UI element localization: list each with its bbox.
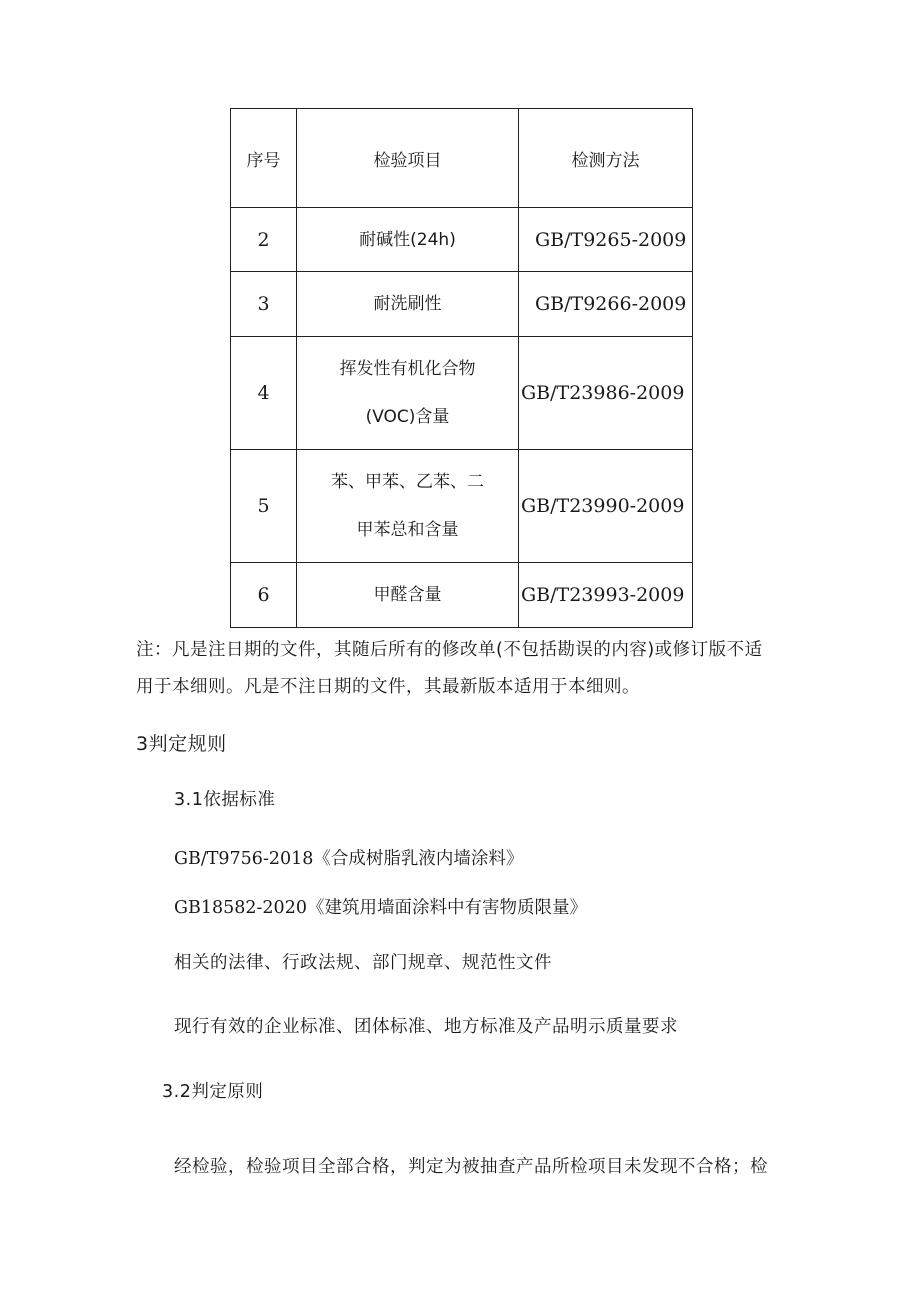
header-serial-number: 序号 — [231, 109, 297, 208]
section-3-2-heading: 3.2判定原则 — [162, 1082, 264, 1102]
table-row — [231, 450, 693, 563]
table-row — [231, 337, 693, 450]
row-method: GB/T23990-2009 — [519, 450, 693, 563]
note-line-1: 注：凡是注日期的文件，其随后所有的修改单(不包括勘误的内容)或修订版不适 — [136, 640, 763, 660]
section-3-1-heading: 3.1依据标准 — [174, 790, 276, 810]
row-item — [297, 272, 519, 337]
row-item-line: 甲醛含量 — [373, 585, 442, 605]
row-method: GB/T9266-2009 — [519, 272, 693, 337]
judgment-principle-text: 经检验，检验项目全部合格，判定为被抽查产品所检项目未发现不合格；检 — [174, 1157, 768, 1177]
row-item — [297, 563, 519, 628]
row-item-line: 耐洗刷性 — [373, 294, 442, 314]
row-number: 4 — [231, 337, 297, 450]
row-item — [297, 208, 519, 272]
table-row — [231, 563, 693, 628]
row-method: GB/T23993-2009 — [519, 563, 693, 628]
section-3-heading: 3判定规则 — [136, 733, 227, 755]
header-test-method: 检测方法 — [519, 109, 693, 208]
row-item — [297, 450, 519, 563]
inspection-methods-table — [230, 108, 693, 628]
row-item — [297, 337, 519, 450]
table-header-row — [231, 109, 693, 208]
standard-item: GB18582-2020《建筑用墙面涂料中有害物质限量》 — [174, 898, 587, 918]
row-number: 5 — [231, 450, 297, 563]
standard-item: 现行有效的企业标准、团体标准、地方标准及产品明示质量要求 — [174, 1017, 678, 1037]
row-item-line: 甲苯总和含量 — [356, 520, 459, 540]
row-number: 2 — [231, 208, 297, 272]
row-item-line: 耐碱性(24h) — [359, 229, 456, 250]
table-row — [231, 272, 693, 337]
note-line-2: 用于本细则。凡是不注日期的文件，其最新版本适用于本细则。 — [136, 677, 640, 697]
row-item-line: (VOC)含量 — [365, 407, 450, 427]
standard-item: 相关的法律、行政法规、部门规章、规范性文件 — [174, 953, 552, 973]
row-item-line: 挥发性有机化合物 — [339, 359, 476, 379]
row-item-line: 苯、甲苯、乙苯、二 — [331, 472, 484, 492]
standard-item: GB/T9756-2018《合成树脂乳液内墙涂料》 — [174, 849, 524, 869]
header-inspection-item: 检验项目 — [297, 109, 519, 208]
row-method: GB/T23986-2009 — [519, 337, 693, 450]
row-number: 3 — [231, 272, 297, 337]
row-method: GB/T9265-2009 — [519, 208, 693, 272]
row-number: 6 — [231, 563, 297, 628]
table-row — [231, 208, 693, 272]
